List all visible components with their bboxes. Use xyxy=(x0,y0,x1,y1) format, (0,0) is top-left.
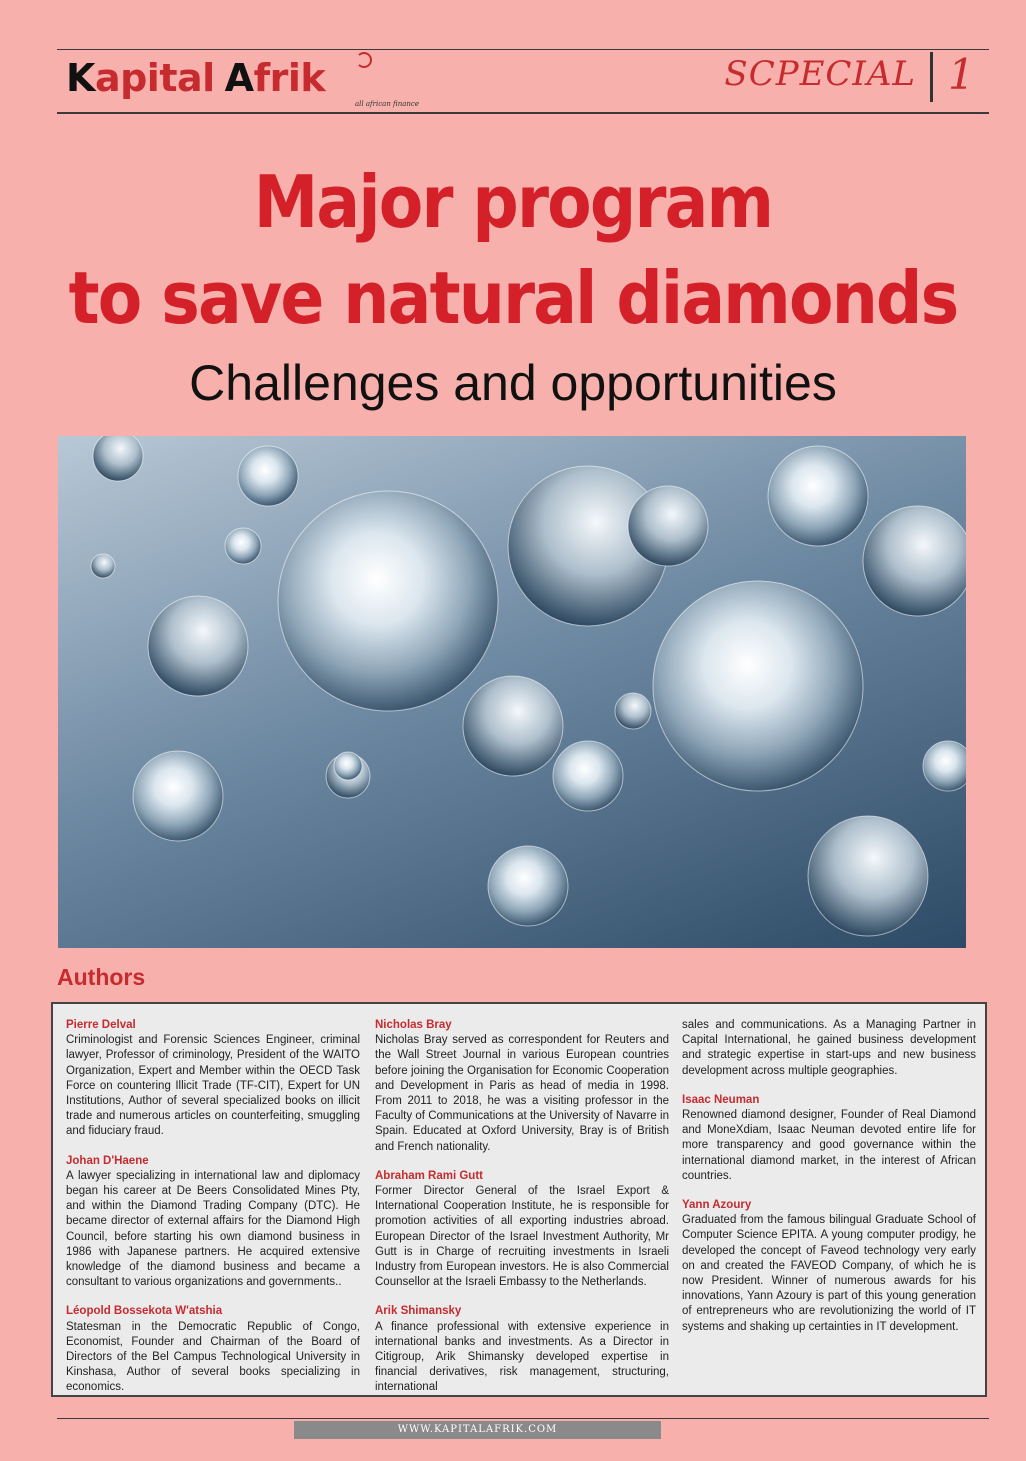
author-name: Yann Azoury xyxy=(682,1199,752,1212)
author-name: Nicholas Bray xyxy=(375,1019,452,1031)
author-entry xyxy=(682,1198,976,1335)
authors-column-1 xyxy=(66,1018,360,1410)
author-name: Arik Shimansky xyxy=(375,1305,462,1318)
author-entry xyxy=(375,1169,669,1291)
author-bio: Renowned diamond designer, Founder of Real Diamond and MoneXdiam, Isaac Neuman devoted entire life for more transparency and good governance within the international diamond market, in the interest of African countries. xyxy=(682,1109,976,1182)
author-bio-continuation: sales and communications. As a Managing Partner in Capital International, he gained business development and strategic expertise in start-ups and new business development across multiple geographies. xyxy=(682,1019,976,1077)
author-entry xyxy=(682,1093,976,1184)
author-entry xyxy=(375,1304,669,1395)
author-name: Abraham Rami Gutt xyxy=(375,1169,483,1182)
author-bio: Former Director General of the Israel Export & International Cooperation Institute, he is responsible for promotion activities of all exporting industries abroad. European Director of the Israel Investment Authority, Mr Gutt is in Charge of recruiting investments in Israeli Industry from European investors. He is also Commercial Counsellor at the Israeli Embassy to the Netherlands. xyxy=(375,1185,669,1289)
logo-tagline: all african finance xyxy=(355,100,419,108)
logo-word-frik: frik xyxy=(253,56,326,100)
header-bottom-rule xyxy=(57,112,989,114)
logo-letter-a: A xyxy=(224,56,254,100)
kapital-afrik-logo[interactable] xyxy=(66,56,325,106)
section-divider xyxy=(930,52,933,102)
author-entry xyxy=(66,1154,360,1291)
logo-word-apital: apital xyxy=(94,56,215,100)
author-name: Léopold Bossekota W'atshia xyxy=(66,1305,223,1318)
diamonds-photo xyxy=(58,436,966,948)
author-bio: Criminologist and Forensic Sciences Engineer, criminal lawyer, Professor of criminology, President of the WAITO Organization, Expert and Member within the OECD Task Force on countering Illicit Trade (TF-CIT), Expert for UN Institutions, Author of several specialized books on illicit trade and numerous articles on counterfeiting, smuggling and fiduciary fraud. xyxy=(66,1034,360,1138)
authors-column-3 xyxy=(682,1018,976,1349)
header-top-rule xyxy=(57,49,989,50)
page-number: 1 xyxy=(948,50,975,99)
logo-letter-k: K xyxy=(66,56,95,100)
author-entry xyxy=(375,1018,669,1155)
author-name: Pierre Delval xyxy=(66,1019,136,1031)
author-bio: Statesman in the Democratic Republic of Congo, Economist, Founder and Chairman of the Board of Directors of the Bel Campus Technological University in Kinshasa, Author of several books specializing in economics. xyxy=(66,1320,360,1394)
author-name: Isaac Neuman xyxy=(682,1093,760,1106)
headline-line-1: Major program xyxy=(253,160,773,244)
author-bio: Graduated from the famous bilingual Graduate School of Computer Science EPITA. A young computer prodigy, he developed the concept of Faveod technology very early on and created the FAVEOD Company, of which he is now President. Winner of numerous awards for his innovations, Yann Azoury is part of this young generation of entrepreneurs who are revolutionizing the world of IT systems and shaking up certainties in IT development. xyxy=(682,1214,976,1333)
author-bio: A lawyer specializing in international law and diplomacy began his career at De Beers Consolidated Mines Pty, and within the Diamond Trading Company (DTC). He became director of external affairs for the Diamond High Council, before starting his own diamond business in 1986 with Japanese partners. He acquired extensive knowledge of the diamond business and became a consultant to various organizations and governments.. xyxy=(66,1169,360,1289)
author-bio: A finance professional with extensive experience in international banks and investments. As a Director in Citigroup, Arik Shimansky developed expertise in financial derivatives, risk management, structuring, international xyxy=(375,1320,669,1394)
author-name: Johan D'Haene xyxy=(66,1154,149,1167)
headline-line-2: to save natural diamonds xyxy=(68,256,958,340)
author-entry xyxy=(66,1304,360,1395)
diamonds-illustration xyxy=(58,436,966,948)
authors-box xyxy=(51,1002,987,1397)
authors-heading: Authors xyxy=(57,964,146,990)
headline-subtitle: Challenges and opportunities xyxy=(189,355,837,411)
logo-swirl-icon xyxy=(356,52,372,68)
author-entry xyxy=(66,1018,360,1140)
footer-url[interactable]: WWW.KAPITALAFRIK.COM xyxy=(294,1421,661,1439)
section-label: SCPECIAL xyxy=(724,54,916,94)
footer-rule xyxy=(57,1418,989,1419)
author-bio: Nicholas Bray served as correspondent for Reuters and the Wall Street Journal in various European countries before joining the Organisation for Economic Cooperation and Development in Paris as head of media in 1998. From 2011 to 2018, he was a visiting professor in the Faculty of Communications at the University of Navarre in Spain. Educated at Oxford University, Bray is of British and French nationality. xyxy=(375,1034,669,1153)
authors-column-2 xyxy=(375,1018,669,1410)
